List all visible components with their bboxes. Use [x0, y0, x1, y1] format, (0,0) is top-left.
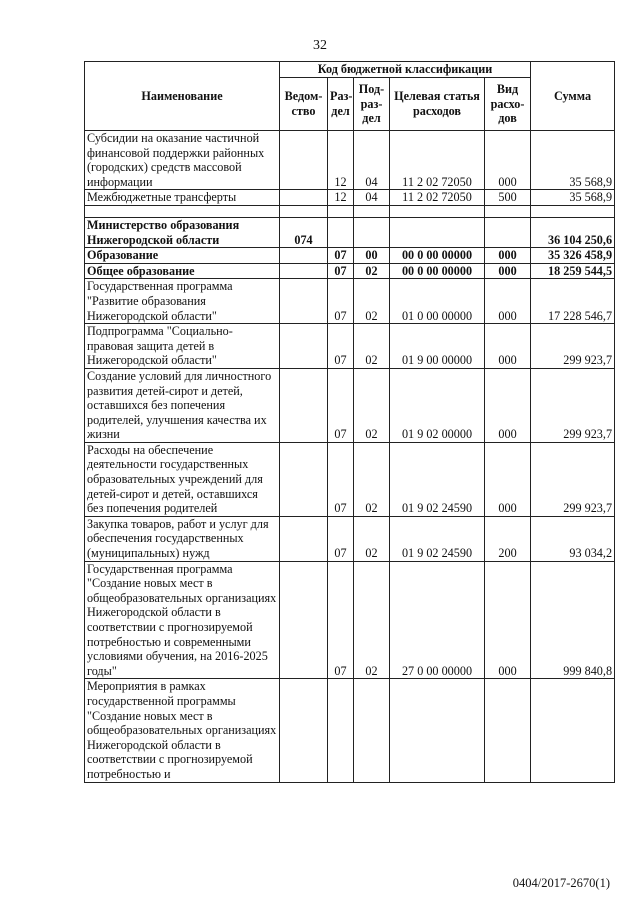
header-sum: Сумма [531, 62, 615, 131]
row-target [390, 205, 485, 217]
row-section: 07 [328, 263, 354, 279]
row-target: 01 9 02 24590 [390, 442, 485, 516]
page-number: 32 [313, 38, 327, 53]
row-dept [280, 679, 328, 782]
row-name [85, 205, 280, 217]
row-subsection: 00 [354, 248, 390, 264]
table-row [85, 205, 615, 217]
row-subsection [354, 679, 390, 782]
table-row [85, 131, 615, 190]
row-dept [280, 205, 328, 217]
row-section: 07 [328, 248, 354, 264]
table-row [85, 248, 615, 264]
row-name: Межбюджетные трансферты [85, 190, 280, 206]
row-sum: 299 923,7 [531, 368, 615, 442]
row-type: 000 [485, 248, 531, 264]
row-sum: 93 034,2 [531, 516, 615, 561]
table-body [85, 131, 615, 783]
row-name: Общее образование [85, 263, 280, 279]
header-section: Раз-дел [328, 78, 354, 131]
row-subsection: 04 [354, 190, 390, 206]
row-type [485, 679, 531, 782]
table-row [85, 263, 615, 279]
row-target: 01 9 02 24590 [390, 516, 485, 561]
table-row [85, 324, 615, 369]
row-dept [280, 442, 328, 516]
row-section: 07 [328, 324, 354, 369]
row-sum: 18 259 544,5 [531, 263, 615, 279]
row-section: 07 [328, 561, 354, 679]
row-subsection: 02 [354, 324, 390, 369]
row-name: Образование [85, 248, 280, 264]
row-sum [531, 679, 615, 782]
row-type: 000 [485, 279, 531, 324]
row-sum: 35 326 458,9 [531, 248, 615, 264]
row-section [328, 679, 354, 782]
row-dept [280, 324, 328, 369]
row-dept [280, 248, 328, 264]
row-name: Подпрограмма "Социально-правовая защита детей в Нижегородской области" [85, 324, 280, 369]
row-target: 11 2 02 72050 [390, 131, 485, 190]
row-name: Расходы на обеспечение деятельности государственных образовательных учреждений для детей-сирот и детей, оставшихся без попечения родителей [85, 442, 280, 516]
row-type [485, 205, 531, 217]
row-type: 500 [485, 190, 531, 206]
row-dept [280, 516, 328, 561]
row-section: 12 [328, 131, 354, 190]
row-section: 07 [328, 516, 354, 561]
document-code: 0404/2017-2670(1) [512, 876, 610, 890]
row-section: 12 [328, 190, 354, 206]
row-type: 000 [485, 324, 531, 369]
row-target: 00 0 00 00000 [390, 248, 485, 264]
row-sum [531, 205, 615, 217]
row-sum: 999 840,8 [531, 561, 615, 679]
row-target: 00 0 00 00000 [390, 263, 485, 279]
row-target: 01 9 00 00000 [390, 324, 485, 369]
row-subsection: 02 [354, 442, 390, 516]
table-row [85, 279, 615, 324]
row-target: 01 9 02 00000 [390, 368, 485, 442]
row-dept: 074 [280, 217, 328, 247]
row-name: Государственная программа "Создание новых мест в общеобразовательных организациях Нижегородской области в соответствии с прогнозируемой потребностью и современными условиями обучения, на 2016-2025 годы" [85, 561, 280, 679]
row-subsection: 02 [354, 516, 390, 561]
row-type: 000 [485, 263, 531, 279]
row-target [390, 679, 485, 782]
table-row [85, 368, 615, 442]
row-type: 000 [485, 131, 531, 190]
table-row [85, 190, 615, 206]
header-code-group: Код бюджетной классификации [280, 62, 531, 78]
row-subsection: 02 [354, 279, 390, 324]
row-name: Министерство образования Нижегородской области [85, 217, 280, 247]
row-name: Закупка товаров, работ и услуг для обеспечения государственных (муниципальных) нужд [85, 516, 280, 561]
row-subsection: 02 [354, 561, 390, 679]
row-target: 01 0 00 00000 [390, 279, 485, 324]
row-section: 07 [328, 442, 354, 516]
row-sum: 35 568,9 [531, 131, 615, 190]
row-section: 07 [328, 279, 354, 324]
row-sum: 36 104 250,6 [531, 217, 615, 247]
table-row [85, 516, 615, 561]
row-name: Субсидии на оказание частичной финансовой поддержки районных (городских) средств массовой информации [85, 131, 280, 190]
row-name: Создание условий для личностного развития детей-сирот и детей, оставшихся без попечения родителей, улучшения качества их жизни [85, 368, 280, 442]
table-row [85, 217, 615, 247]
row-dept [280, 263, 328, 279]
row-dept [280, 190, 328, 206]
row-section [328, 205, 354, 217]
row-type: 000 [485, 561, 531, 679]
row-subsection: 02 [354, 368, 390, 442]
table-row [85, 679, 615, 782]
row-name: Государственная программа "Развитие образования Нижегородской области" [85, 279, 280, 324]
row-subsection: 02 [354, 263, 390, 279]
row-target [390, 217, 485, 247]
row-type [485, 217, 531, 247]
row-target: 11 2 02 72050 [390, 190, 485, 206]
header-name: Наименование [85, 62, 280, 131]
header-target: Целевая статья расходов [390, 78, 485, 131]
header-subsection: Под-раз-дел [354, 78, 390, 131]
row-dept [280, 368, 328, 442]
row-sum: 299 923,7 [531, 442, 615, 516]
table-row [85, 561, 615, 679]
row-dept [280, 279, 328, 324]
budget-table [84, 61, 615, 783]
row-subsection: 04 [354, 131, 390, 190]
row-sum: 17 228 546,7 [531, 279, 615, 324]
header-type: Вид расхо-дов [485, 78, 531, 131]
row-sum: 35 568,9 [531, 190, 615, 206]
row-name: Мероприятия в рамках государственной программы "Создание новых мест в общеобразовательных организациях Нижегородской области в соответствии с прогнозируемой потребностью и [85, 679, 280, 782]
row-type: 000 [485, 442, 531, 516]
row-target: 27 0 00 00000 [390, 561, 485, 679]
row-dept [280, 561, 328, 679]
row-section: 07 [328, 368, 354, 442]
row-type: 200 [485, 516, 531, 561]
row-type: 000 [485, 368, 531, 442]
row-subsection [354, 217, 390, 247]
table-row [85, 442, 615, 516]
row-section [328, 217, 354, 247]
header-dept: Ведом-ство [280, 78, 328, 131]
row-sum: 299 923,7 [531, 324, 615, 369]
row-dept [280, 131, 328, 190]
row-subsection [354, 205, 390, 217]
